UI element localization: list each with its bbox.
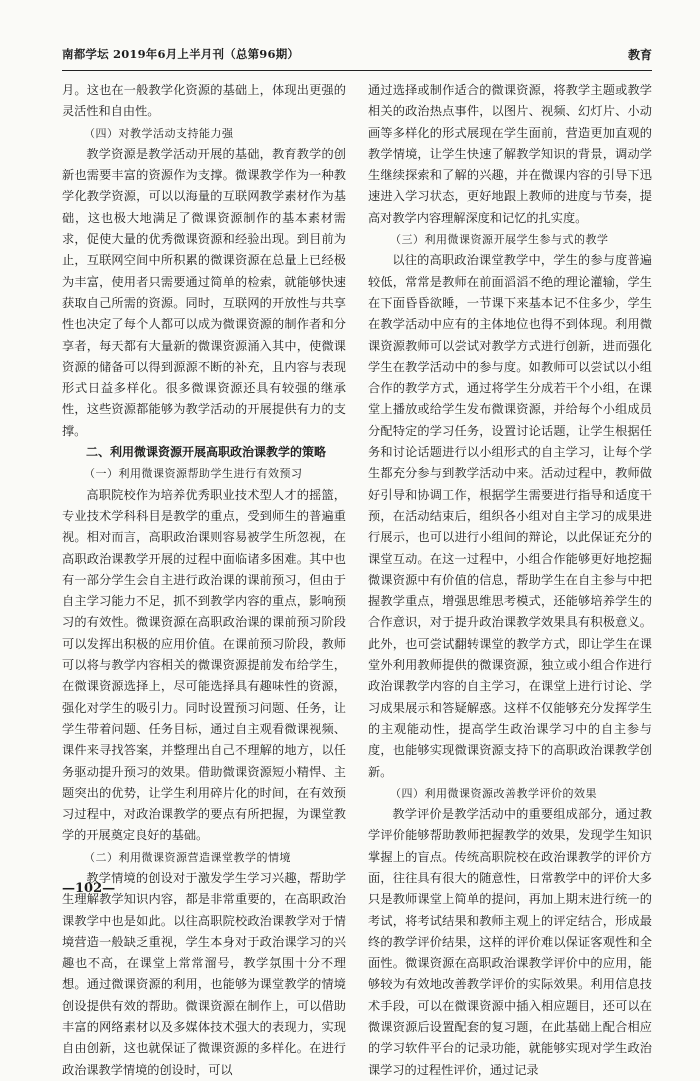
left-column — [62, 80, 346, 1081]
subsection-heading: （一）利用微课资源帮助学生进行有效预习 — [84, 467, 303, 481]
header-rule — [62, 70, 652, 71]
paragraph: 高职院校作为培养优秀职业技术型人才的摇篮，专业技术学科科目是教学的重点，受到师生的普遍重视。相对而言，高职政治课则容易被学生所忽视，在高职政治课教学开展的过程中面临诸多困难。其中也有一部分学生会自主进行政治课的课前预习，但由于自主学习能力不足，抓不到教学内容的重点，影响预习的有效性。微课资源在高职政治课的课前预习阶段可以发挥出积极的应用价值。在课前预习阶段，教师可以将与教学内容相关的微课资源提前发布给学生，在微课资源选择上，尽可能选择具有趣味性的资源，强化对学生的吸引力。同时设置预习问题、任务，让学生带着问题、任务目标，通过自主观看微课视频、课件来寻找答案，并整理出自己不理解的地方，以任务驱动提升预习的效果。借助微课资源短小精悍、主题突出的优势，让学生利用碎片化的时间，在有效预习过程中，对政治课教学的要点有所把握，为课堂教学的开展奠定良好的基础。 — [62, 487, 346, 843]
running-header — [62, 46, 652, 68]
right-column — [368, 80, 652, 1081]
paragraph: 月。这也在一般教学化资源的基础上，体现出更强的灵活性和自由性。 — [62, 83, 346, 119]
paragraph: 教学评价是教学活动中的重要组成部分，通过教学评价能够帮助教师把握教学的效果，发现学生知识掌握上的盲点。传统高职院校在政治课教学的评价方面，往往具有很大的随意性，日常教学中的评价大多只是教师课堂上简单的提问，再加上期末进行统一的考试，将考试结果和教师主观上的评定结合，形成最终的教学评价结果，这样的评价难以保证客观性和全面性。微课资源在高职政治课教学评价中的应用，能够较为有效地改善教学评价的实际效果。利用信息技术手段，可以在微课资源中插入相应题目，还可以在微课资源后设置配套的复习题，在此基础上配合相应的学习软件平台的记录功能，就能够实现对学生政治课学习的过程性评价，通过记录 — [368, 807, 652, 1077]
section-label: 教育 — [627, 48, 652, 62]
paragraph: 以往的高职政治课堂教学中，学生的参与度普遍较低，常常是教师在前面滔滔不绝的理论灌输，学生在下面昏昏欲睡，一节课下来基本记不住多少，学生在教学活动中应有的主体地位也得不到体现。利用微课资源教师可以尝试对教学方式进行创新，进而强化学生在教学活动中的参与度。如教师可以尝试以小组合作的教学方式，通过将学生分成若干个小组，在课堂上播放或给学生发布微课资源，并给每个小组成员分配特定的学习任务，设置讨论话题，让学生根据任务和讨论话题进行以小组形式的自主学习，让每个学生都充分参与到教学活动中来。活动过程中，教师做好引导和协调工作，根据学生需要进行指导和适度干预，在活动结束后，组织各小组对自主学习的成果进行展示，也可以进行小组间的辩论，以此保证充分的课堂互动。在这一过程中，小组合作能够更好地挖掘微课资源中有价值的信息，帮助学生在自主参与中把握教学重点，增强思维思考模式，还能够培养学生的合作意识，对于提升政治课教学效果具有积极意义。此外，也可尝试翻转课堂的教学方式，即让学生在课堂外利用教师提供的微课资源，独立或小组合作进行政治课教学内容的自主学习，在课堂上进行讨论、学习成果展示和答疑解惑。这样不仅能够充分发挥学生的主观能动性，提高学生政治课学习中的自主参与度，也能够实现微课资源支持下的高职政治课教学创新。 — [368, 253, 652, 779]
section-heading: 二、利用微课资源开展高职政治课教学的策略 — [86, 445, 327, 460]
paragraph: 教学情境的创设对于激发学生学习兴趣，帮助学生理解教学知识内容，都是非常重要的，在高职政治课教学中也是如此。以往高职院校政治课教学对于情境营造一般缺乏重视，学生本身对于政治课学习的兴趣也不高，在课堂上常常溜号，教学氛围十分不理想。通过微课资源的利用，也能够为课堂教学的情境创设提供有效的帮助。微课资源在制作上，可以借助丰富的网络素材以及多媒体技术强大的表现力，实现自由创新，这也就保证了微课资源的多样化。在进行政治课教学情境的创设时，可以 — [62, 870, 346, 1077]
subsection-heading: （三）利用微课资源开展学生参与式的教学 — [390, 233, 609, 247]
subsection-heading: （二）利用微课资源营造课堂教学的情境 — [84, 850, 291, 864]
paragraph: 教学资源是教学活动开展的基础，教育教学的创新也需要丰富的资源作为支撑。微课教学作为一种教学化教学资源，可以以海量的互联网教学素材作为基础，这也极大地满足了微课资源制作的基本素材需求，促使大量的优秀微课资源和经验出现。到目前为止，互联网空间中所积累的微课资源在总量上已经极为丰富，使用者只需要通过简单的检索，就能够快速获取自己所需的资源。同时，互联网的开放性与共享性也决定了每个人都可以成为微课资源的制作者和分享者，每天都有大量新的微课资源涌入其中，使微课资源的储备可以得到源源不断的补充，且内容与表现形式日益多样化。很多微课资源还具有较强的继承性，这些资源都能够为教学活动的开展提供有力的支撑。 — [62, 146, 346, 438]
page-number: —102— — [62, 881, 116, 896]
journal-title: 南都学坛 2019年6月上半月刊（总第96期） — [62, 47, 300, 61]
subsection-heading: （四）利用微课资源改善教学评价的效果 — [390, 786, 597, 800]
paragraph: 通过选择或制作适合的微课资源，将教学主题或教学相关的政治热点事件，以图片、视频、幻灯片、小动画等多样化的形式展现在学生面前，营造更加直观的教学情境，让学生快速了解教学知识的背景，调动学生继续探索和了解的兴趣，并在微课内容的引导下迅速进入学习状态，更好地跟上教师的进度与节奏，提高对教学内容理解深度和记忆的扎实度。 — [368, 83, 652, 225]
subsection-heading: （四）对教学活动支持能力强 — [84, 126, 234, 140]
